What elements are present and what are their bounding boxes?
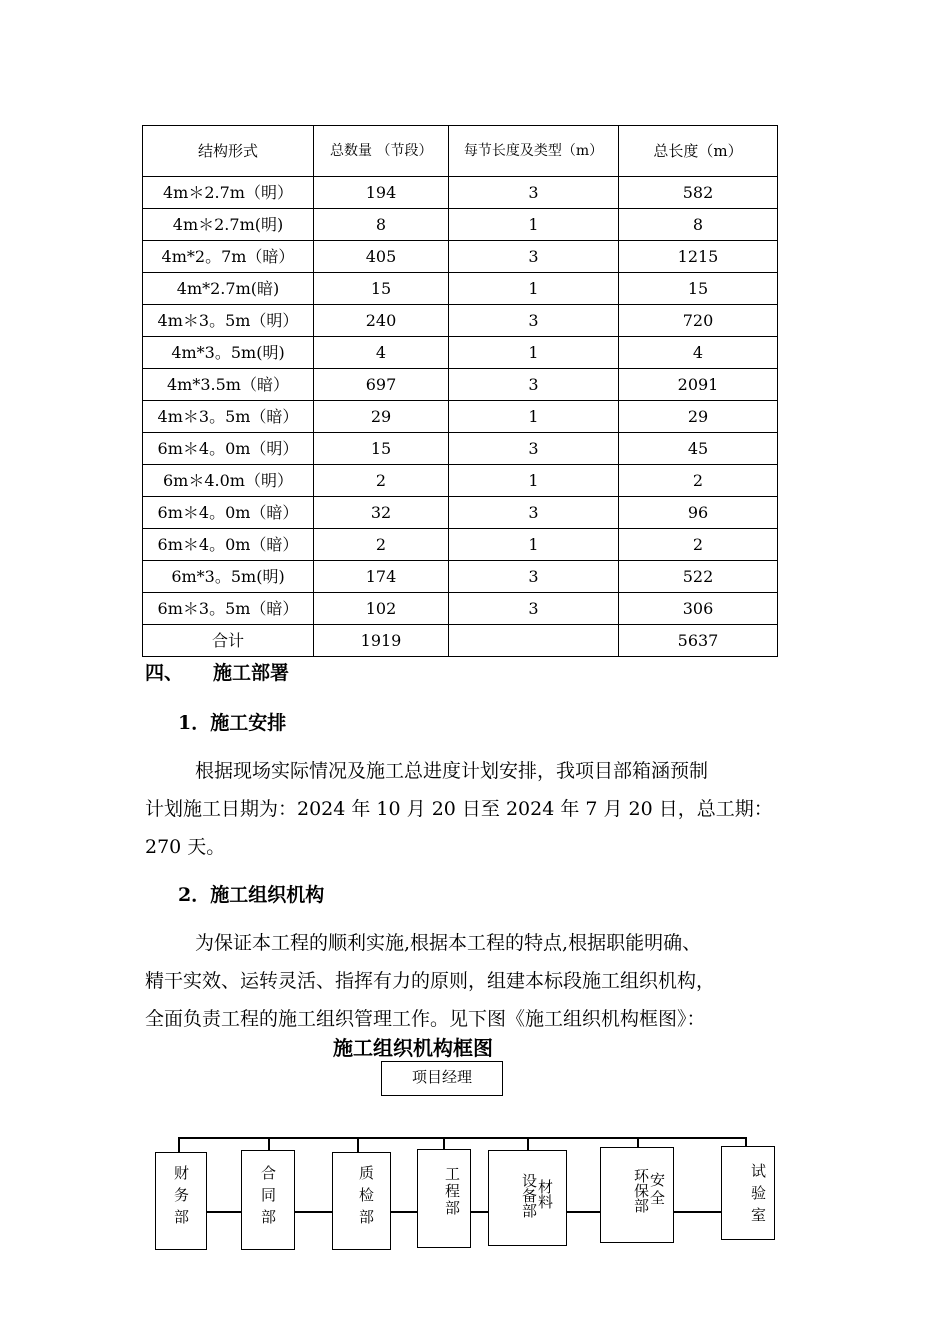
- table-row: [143, 593, 778, 625]
- table-row: [143, 465, 778, 497]
- table-cell: 96: [619, 497, 778, 529]
- table-row: [143, 401, 778, 433]
- dept-engineering-label: 工程部: [443, 1166, 461, 1217]
- table-cell: 2: [314, 529, 449, 561]
- dept-quality-box: [332, 1152, 391, 1250]
- dept-environment-label: 环保部: [632, 1168, 650, 1213]
- subheading-construction-arrangement: 1．施工安排: [178, 712, 287, 734]
- project-manager-box: [381, 1061, 503, 1096]
- table-cell: 1215: [619, 241, 778, 273]
- table-cell: 1: [449, 529, 619, 561]
- table-cell: [449, 625, 619, 657]
- dept-contract-box: [241, 1150, 295, 1250]
- paragraph-line: 计划施工日期为：2024 年 10 月 20 日至 2024 年 7 月 20 日，总工期：: [145, 798, 773, 820]
- table-cell: 194: [314, 177, 449, 209]
- table-cell: 6m＊4。0m（暗）: [143, 497, 314, 529]
- table-row: [143, 209, 778, 241]
- table-row: [143, 305, 778, 337]
- project-manager-label: 项目经理: [411, 1068, 472, 1086]
- dept-lab-label: 试验室: [749, 1163, 767, 1229]
- table-row: [143, 337, 778, 369]
- table-cell: 1: [449, 401, 619, 433]
- table-cell: 306: [619, 593, 778, 625]
- table-cell: 8: [314, 209, 449, 241]
- table-cell: 1: [449, 273, 619, 305]
- table-cell: 4: [314, 337, 449, 369]
- table-row: [143, 529, 778, 561]
- table-cell: 4m＊2.7m(明): [143, 209, 314, 241]
- table-cell: 4m＊3。5m（暗）: [143, 401, 314, 433]
- table-cell: 3: [449, 241, 619, 273]
- paragraph-line: 270 天。: [145, 836, 226, 858]
- table-cell: 2: [314, 465, 449, 497]
- table-cell: 3: [449, 561, 619, 593]
- table-cell: 4m＊3。5m（明）: [143, 305, 314, 337]
- table-cell: 4m*3.5m（暗）: [143, 369, 314, 401]
- table-row: [143, 497, 778, 529]
- table-cell: 合计: [143, 625, 314, 657]
- table-header-cell: 结构形式: [143, 126, 314, 177]
- dept-finance-label: 财务部: [172, 1165, 190, 1231]
- table-cell: 405: [314, 241, 449, 273]
- table-cell: 6m＊3。5m（暗）: [143, 593, 314, 625]
- table-row: [143, 433, 778, 465]
- table-cell: 6m＊4。0m（暗）: [143, 529, 314, 561]
- section-title: 施工部署: [213, 662, 290, 684]
- paragraph-line: 全面负责工程的施工组织管理工作。见下图《施工组织机构框图》：: [145, 1008, 706, 1030]
- table-row: [143, 273, 778, 305]
- table-cell: 3: [449, 305, 619, 337]
- table-row: [143, 241, 778, 273]
- connector-between: [673, 1211, 722, 1213]
- table-header-cell: 总数量 （节段）: [314, 126, 449, 177]
- table-cell: 697: [314, 369, 449, 401]
- table-cell: 4m*2.7m(暗): [143, 273, 314, 305]
- dept-quality-label: 质检部: [357, 1165, 375, 1231]
- table-cell: 4m＊2.7m（明）: [143, 177, 314, 209]
- table-row: [143, 177, 778, 209]
- paragraph-line: 根据现场实际情况及施工总进度计划安排，我项目部箱涵预制: [195, 760, 709, 782]
- paragraph-organization: [145, 924, 835, 1038]
- connector-horizontal-bar: [178, 1137, 747, 1139]
- dept-safety-box: [600, 1147, 674, 1243]
- table-cell: 1919: [314, 625, 449, 657]
- table-cell: 6m＊4。0m（明）: [143, 433, 314, 465]
- connector-between: [206, 1211, 242, 1213]
- dept-lab-box: [721, 1146, 775, 1240]
- dept-finance-box: [155, 1152, 207, 1250]
- table-row: [143, 369, 778, 401]
- table-row: [143, 561, 778, 593]
- org-chart-title: 施工组织机构框图: [333, 1036, 493, 1060]
- table-body: [143, 126, 778, 657]
- table-cell: 240: [314, 305, 449, 337]
- connector-between: [470, 1211, 489, 1213]
- table-cell: 5637: [619, 625, 778, 657]
- table-header-cell: 每节长度及类型（m）: [449, 126, 619, 177]
- table-cell: 3: [449, 593, 619, 625]
- table-cell: 4m*2。7m（暗）: [143, 241, 314, 273]
- table-header-row: [143, 126, 778, 177]
- paragraph-line: 为保证本工程的顺利实施,根据本工程的特点,根据职能明确、: [195, 932, 702, 954]
- section-number: 四、: [145, 662, 184, 684]
- dept-engineering-box: [417, 1149, 471, 1248]
- table-cell: 6m＊4.0m（明）: [143, 465, 314, 497]
- table-total-row: [143, 625, 778, 657]
- paragraph-line: 精干实效、运转灵活、指挥有力的原则，组建本标段施工组织机构，: [145, 970, 716, 992]
- paragraph-arrangement: [145, 752, 835, 866]
- table-cell: 4m*3。5m(明): [143, 337, 314, 369]
- table-cell: 522: [619, 561, 778, 593]
- connector-drop: [268, 1137, 270, 1151]
- table-cell: 174: [314, 561, 449, 593]
- table-cell: 15: [314, 273, 449, 305]
- structure-quantity-table: [142, 125, 778, 657]
- section-heading-4: [145, 658, 289, 685]
- table-cell: 3: [449, 497, 619, 529]
- table-cell: 1: [449, 337, 619, 369]
- table-cell: 3: [449, 369, 619, 401]
- connector-between: [390, 1211, 418, 1213]
- connector-between: [566, 1211, 601, 1213]
- table-cell: 2: [619, 529, 778, 561]
- connector-between: [294, 1211, 333, 1213]
- table-cell: 6m*3。5m(明): [143, 561, 314, 593]
- table-header-cell: 总长度（m）: [619, 126, 778, 177]
- dept-equipment-label: 设备部: [520, 1173, 538, 1218]
- dept-materials-box: [488, 1150, 567, 1246]
- table-cell: 1: [449, 209, 619, 241]
- table-cell: 29: [314, 401, 449, 433]
- table-cell: 15: [619, 273, 778, 305]
- table-cell: 29: [619, 401, 778, 433]
- connector-drop: [527, 1137, 529, 1151]
- dept-safety-label: 安全: [648, 1172, 666, 1208]
- table-cell: 2: [619, 465, 778, 497]
- table-cell: 102: [314, 593, 449, 625]
- subheading-organization: 2．施工组织机构: [178, 884, 325, 906]
- table-cell: 32: [314, 497, 449, 529]
- dept-contract-label: 合同部: [259, 1165, 277, 1231]
- connector-drop: [178, 1137, 180, 1153]
- dept-materials-label: 材料: [536, 1179, 554, 1209]
- table-cell: 582: [619, 177, 778, 209]
- table-cell: 1: [449, 465, 619, 497]
- table-cell: 4: [619, 337, 778, 369]
- table-cell: 15: [314, 433, 449, 465]
- table-cell: 3: [449, 433, 619, 465]
- table-cell: 2091: [619, 369, 778, 401]
- table-cell: 8: [619, 209, 778, 241]
- table-cell: 3: [449, 177, 619, 209]
- connector-drop: [357, 1137, 359, 1153]
- table-cell: 45: [619, 433, 778, 465]
- table-cell: 720: [619, 305, 778, 337]
